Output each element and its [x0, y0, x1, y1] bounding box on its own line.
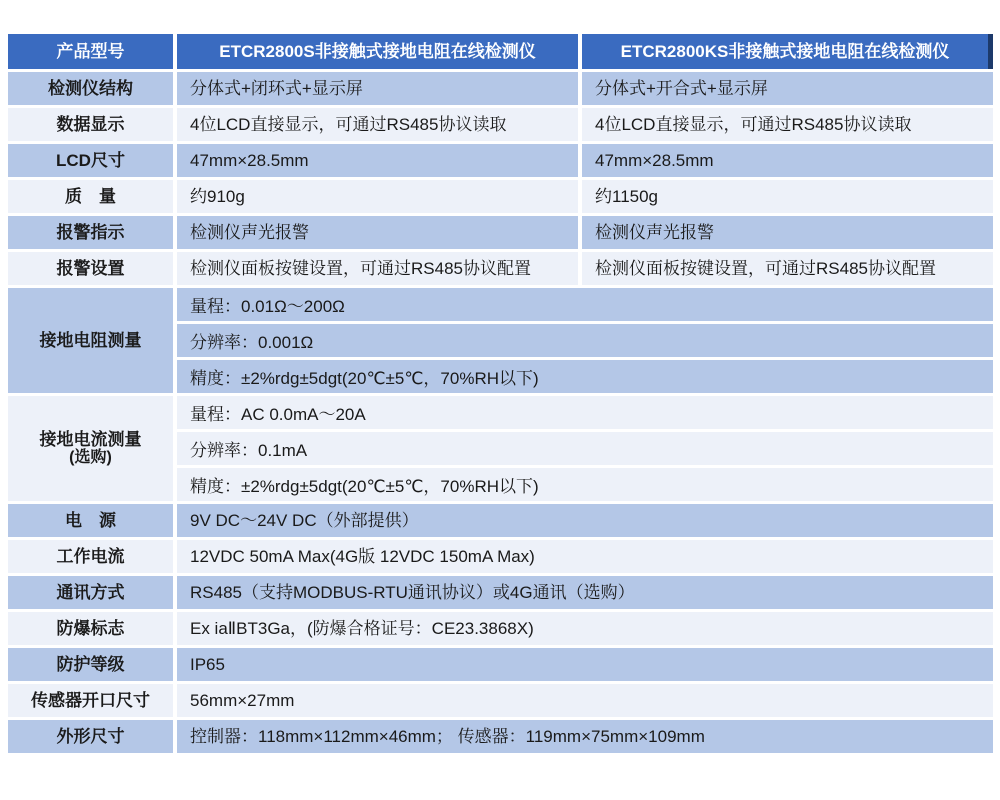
row-value-ks: 检测仪声光报警 — [582, 216, 993, 249]
row-explosion-proof-mark — [8, 612, 993, 645]
row-sensor-opening-size — [8, 684, 993, 717]
row-alarm-indication — [8, 216, 993, 249]
spec-table — [8, 34, 993, 753]
subrow-accuracy: 精度：±2%rdg±5dgt(20℃±5℃，70%RH以下) — [177, 468, 993, 501]
row-value-ks: 检测仪面板按键设置，可通过RS485协议配置 — [582, 252, 993, 285]
row-label-line1: 接地电流测量 — [39, 429, 142, 449]
row-label-line2: (选购) — [69, 449, 112, 467]
group-subrows — [177, 396, 993, 501]
row-label: 接地电阻测量 — [8, 288, 173, 393]
row-label: LCD尺寸 — [8, 144, 173, 177]
row-label: 外形尺寸 — [8, 720, 173, 753]
row-value-s: 检测仪面板按键设置，可通过RS485协议配置 — [177, 252, 578, 285]
subrow-resolution: 分辨率：0.1mA — [177, 432, 993, 465]
row-communication — [8, 576, 993, 609]
header-etcr2800ks: ETCR2800KS非接触式接地电阻在线检测仪 — [582, 34, 993, 69]
row-value-s: 约910g — [177, 180, 578, 213]
row-label: 通讯方式 — [8, 576, 173, 609]
row-value-ks: 约1150g — [582, 180, 993, 213]
subrow-range: 量程：0.01Ω～200Ω — [177, 288, 993, 321]
row-value-ks: 47mm×28.5mm — [582, 144, 993, 177]
row-label: 质 量 — [8, 180, 173, 213]
row-data-display — [8, 108, 993, 141]
header-product-model: 产品型号 — [8, 34, 173, 69]
subrow-range: 量程：AC 0.0mA～20A — [177, 396, 993, 429]
subrow-accuracy: 精度：±2%rdg±5dgt(20℃±5℃，70%RH以下) — [177, 360, 993, 393]
group-ground-current — [8, 396, 993, 501]
group-subrows — [177, 288, 993, 393]
row-label: 电 源 — [8, 504, 173, 537]
row-structure — [8, 72, 993, 105]
row-value: 控制器：118mm×112mm×46mm； 传感器：119mm×75mm×109mm — [177, 720, 993, 753]
row-label: 数据显示 — [8, 108, 173, 141]
row-protection-rating — [8, 648, 993, 681]
row-value-ks: 4位LCD直接显示，可通过RS485协议读取 — [582, 108, 993, 141]
row-value-ks: 分体式+开合式+显示屏 — [582, 72, 993, 105]
row-value: 12VDC 50mA Max(4G版 12VDC 150mA Max) — [177, 540, 993, 573]
row-lcd-size — [8, 144, 993, 177]
row-value: IP65 — [177, 648, 993, 681]
row-value-s: 检测仪声光报警 — [177, 216, 578, 249]
row-working-current — [8, 540, 993, 573]
row-label: 报警设置 — [8, 252, 173, 285]
row-value: RS485（支持MODBUS-RTU通讯协议）或4G通讯（选购） — [177, 576, 993, 609]
row-label: 检测仪结构 — [8, 72, 173, 105]
row-value: 56mm×27mm — [177, 684, 993, 717]
row-label: 防护等级 — [8, 648, 173, 681]
table-header-row — [8, 34, 993, 69]
row-label — [8, 396, 173, 501]
row-value-s: 47mm×28.5mm — [177, 144, 578, 177]
row-value: 9V DC～24V DC（外部提供） — [177, 504, 993, 537]
header-etcr2800s: ETCR2800S非接触式接地电阻在线检测仪 — [177, 34, 578, 69]
row-label: 防爆标志 — [8, 612, 173, 645]
row-weight — [8, 180, 993, 213]
row-label: 传感器开口尺寸 — [8, 684, 173, 717]
row-dimensions — [8, 720, 993, 753]
row-alarm-setting — [8, 252, 993, 285]
row-value-s: 分体式+闭环式+显示屏 — [177, 72, 578, 105]
row-power — [8, 504, 993, 537]
row-label: 工作电流 — [8, 540, 173, 573]
row-label: 报警指示 — [8, 216, 173, 249]
row-value-s: 4位LCD直接显示，可通过RS485协议读取 — [177, 108, 578, 141]
subrow-resolution: 分辨率：0.001Ω — [177, 324, 993, 357]
row-value: Ex iaⅡBT3Ga，(防爆合格证号：CE23.3868X) — [177, 612, 993, 645]
group-ground-resistance — [8, 288, 993, 393]
